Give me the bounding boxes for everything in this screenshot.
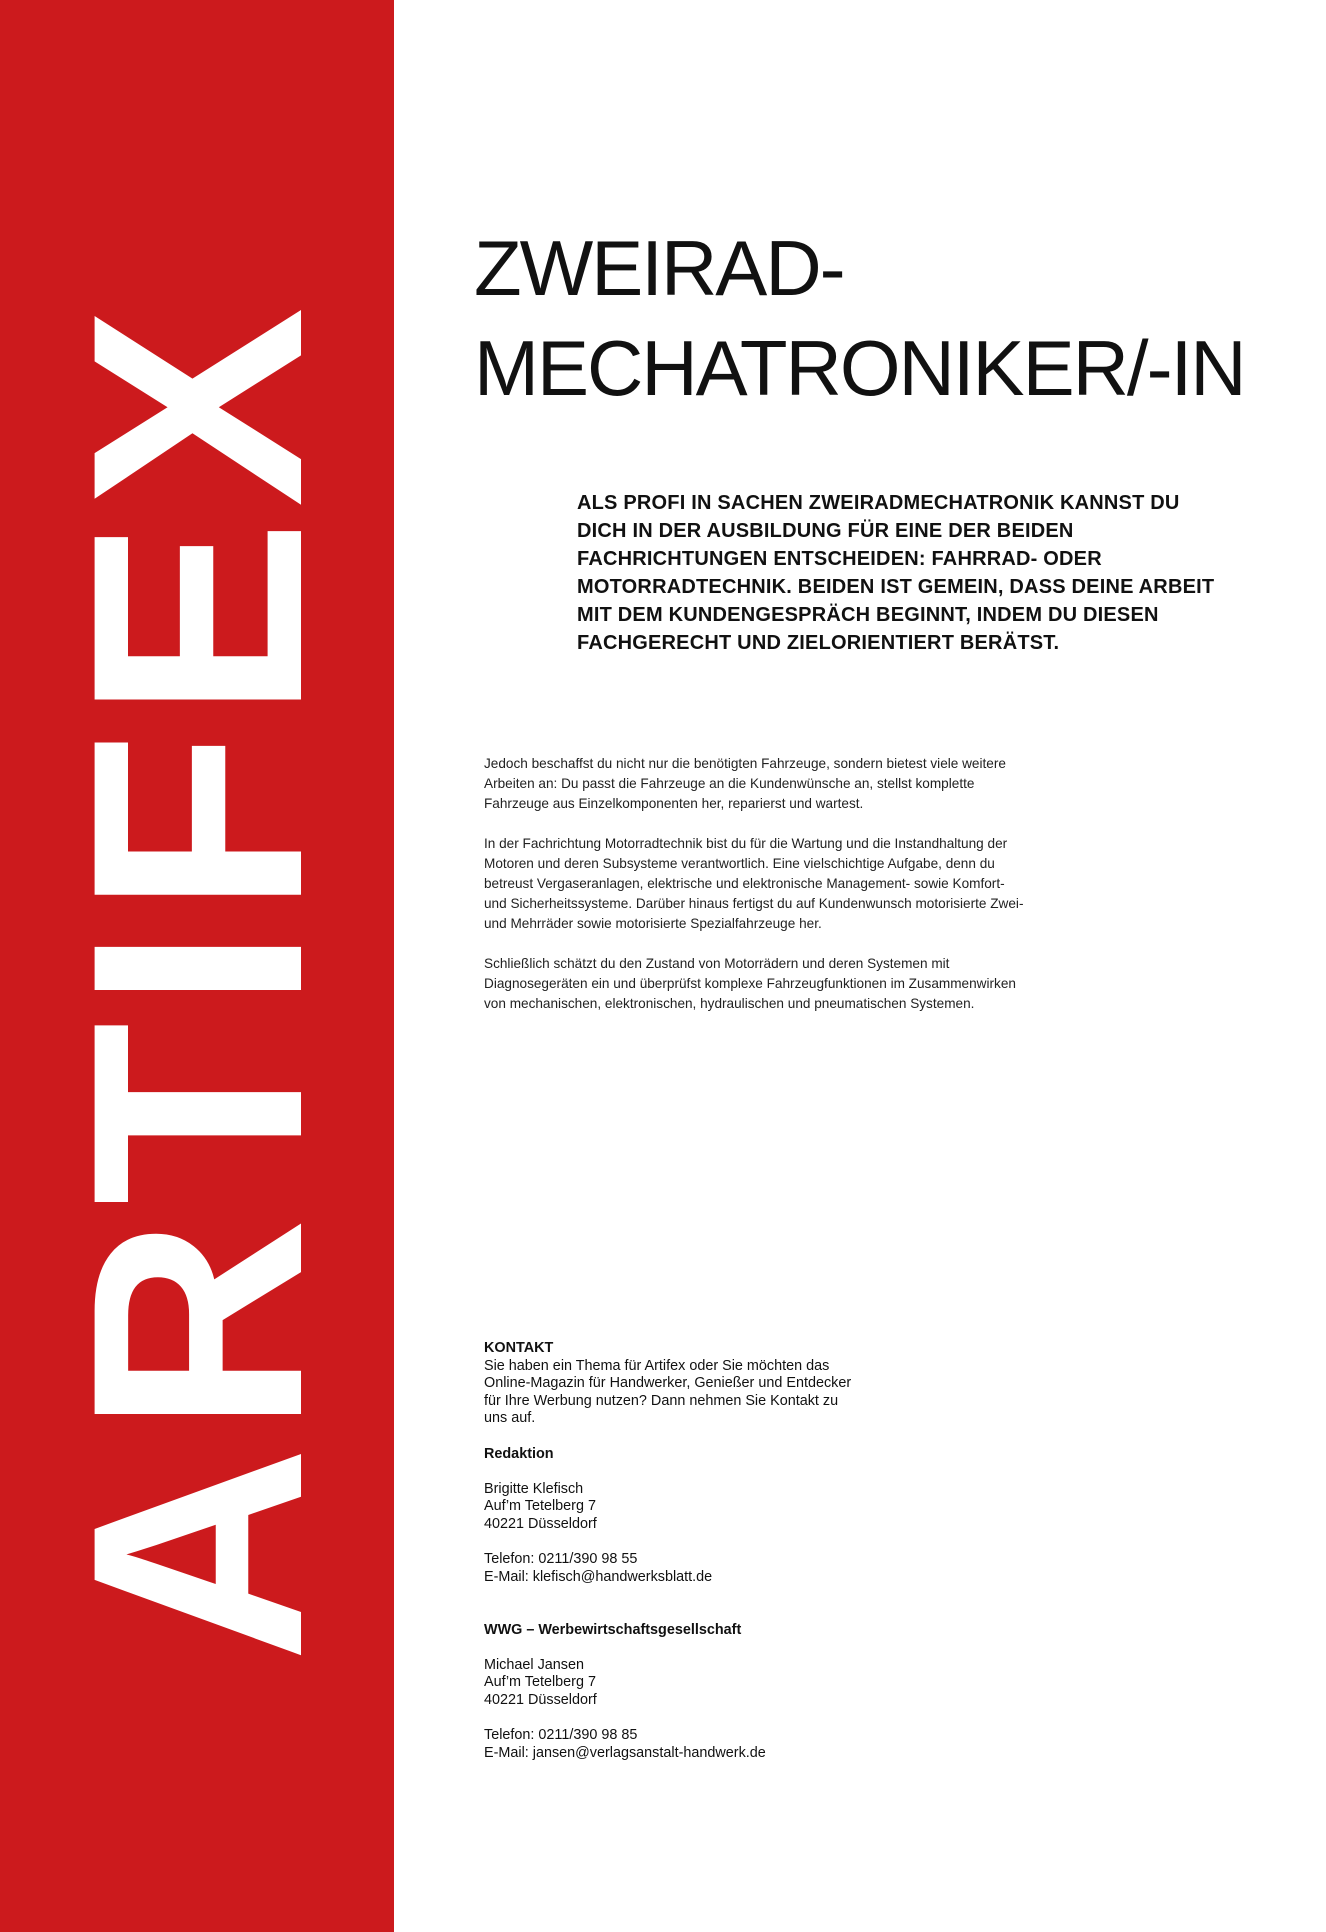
- contact-section: [484, 1340, 864, 1762]
- body-paragraph-2: In der Fachrichtung Motorradtechnik bist du für die Wartung und die Instandhaltung der Motoren und deren Subsysteme verantwortlich. Eine vielschichtige Aufgabe, denn du betreust Vergaseranlagen, elektrische und elektronische Management- sowie Komfort- und Sicherheitssysteme. Darüber hinaus fertigst du auf Kundenwunsch motorisierte Zwei- und Mehrräder sowie motorisierte Spezialfahrzeuge her.: [484, 836, 1024, 931]
- wwg-street: Auf’m Tetelberg 7: [484, 1674, 596, 1691]
- redaktion-street: Auf’m Tetelberg 7: [484, 1498, 596, 1515]
- page-title: [474, 218, 1245, 418]
- wwg-email: E-Mail: jansen@verlagsanstalt-handwerk.de: [484, 1744, 766, 1761]
- contact-intro: Sie haben ein Thema für Artifex oder Sie möchten das Online-Magazin für Handwerker, Genießer und Entdecker für Ihre Werbung nutzen? Dann nehmen Sie Kontakt zu uns auf.: [484, 1357, 852, 1427]
- wwg-name: Michael Jansen: [484, 1656, 584, 1673]
- contact-heading: KONTAKT: [484, 1340, 554, 1356]
- article-body: [484, 754, 1028, 1034]
- brand-sidebar: [0, 0, 394, 1932]
- lead-paragraph: ALS PROFI IN SACHEN ZWEIRADMECHATRONIK KANNST DU DICH IN DER AUSBILDUNG FÜR EINE DER BEIDEN FACHRICHTUNGEN ENTSCHEIDEN: FAHRRAD- ODER MOTORRADTECHNIK. BEIDEN IST GEMEIN, DASS DEINE ARBEIT MIT DEM KUNDENGESPRÄCH BEGINNT, INDEM DU DIESEN FACHGERECHT UND ZIELORIENTIERT BERÄTST.: [577, 492, 1215, 654]
- body-paragraph-1: Jedoch beschaffst du nicht nur die benötigten Fahrzeuge, sondern bietest viele weitere Arbeiten an: Du passt die Fahrzeuge an die Kundenwünsche an, stellst komplette Fahrzeuge aus Einzelkomponenten her, reparierst und wartest.: [484, 756, 1006, 811]
- page-title-line-2: MECHATRONIKER/-IN: [474, 324, 1245, 412]
- wwg-city: 40221 Düsseldorf: [484, 1691, 597, 1708]
- wwg-phone: Telefon: 0211/390 98 85: [484, 1727, 638, 1744]
- page-title-line-1: ZWEIRAD-: [474, 224, 844, 312]
- redaktion-name: Brigitte Klefisch: [484, 1480, 584, 1497]
- redaktion-heading: Redaktion: [484, 1445, 554, 1462]
- redaktion-phone: Telefon: 0211/390 98 55: [484, 1551, 638, 1568]
- redaktion-email: E-Mail: klefisch@handwerksblatt.de: [484, 1568, 713, 1585]
- body-paragraph-3: Schließlich schätzt du den Zustand von Motorrädern und deren Systemen mit Diagnosegeräten ein und überprüfst komplexe Fahrzeugfunktionen im Zusammenwirken von mechanischen, elektronischen, hydraulischen und pneumatischen Systemen.: [484, 956, 1016, 1011]
- wwg-heading: WWG – Werbewirtschaftsgesellschaft: [484, 1621, 742, 1638]
- redaktion-city: 40221 Düsseldorf: [484, 1515, 597, 1532]
- brand-wordmark: ARTIFEX: [29, 295, 365, 1663]
